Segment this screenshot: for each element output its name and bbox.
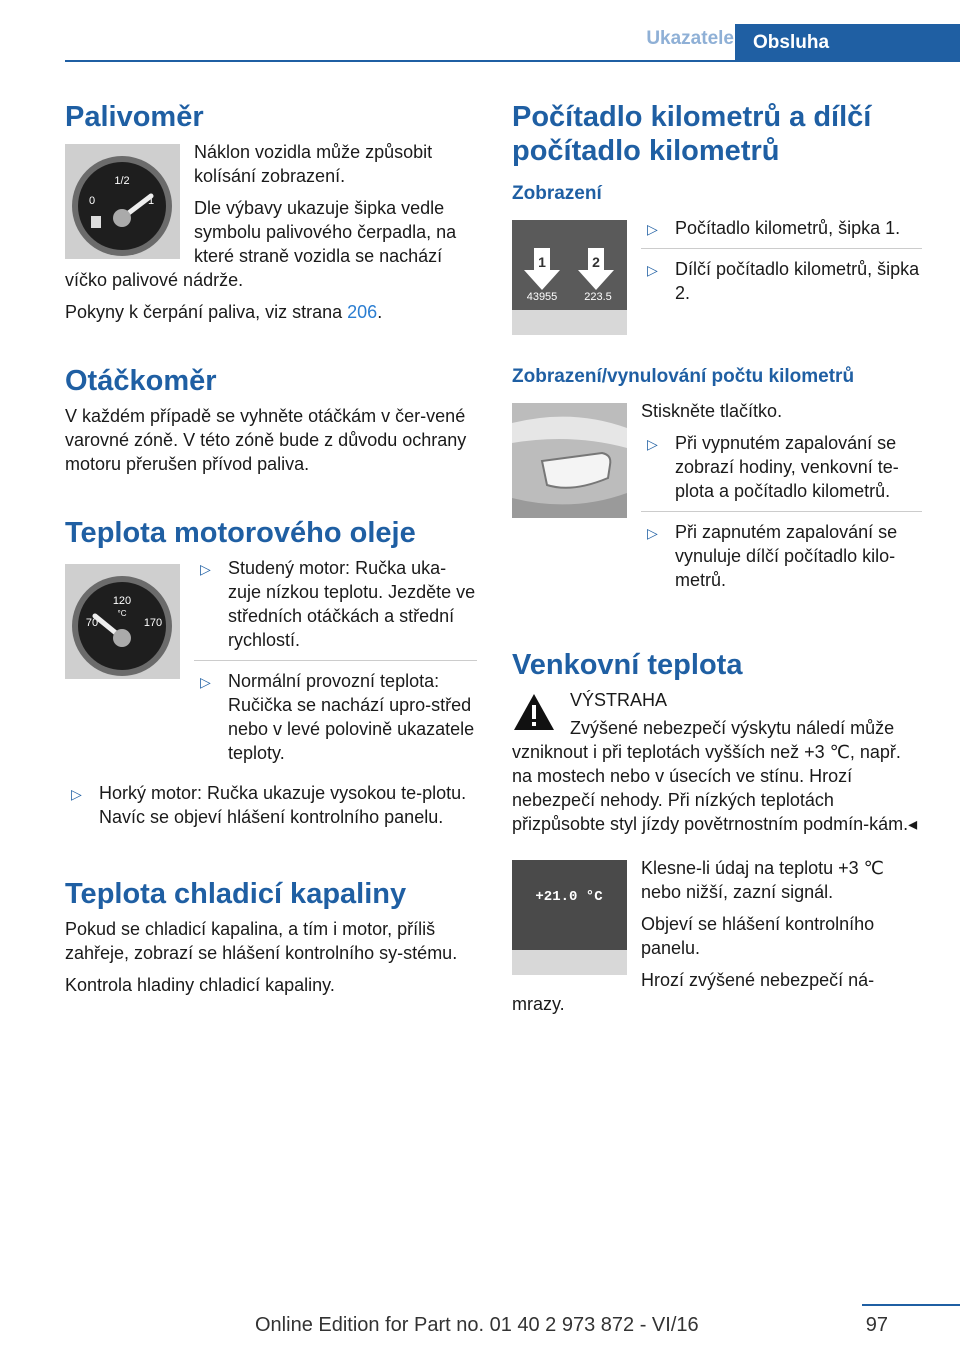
reset-item-text: Při zapnutém zapalování se vynuluje dílčí počítadlo kilo-metrů. xyxy=(675,522,898,590)
bullet-triangle-icon: ▷ xyxy=(647,262,658,278)
odometer-trip-value: 223.5 xyxy=(584,291,612,303)
fuel-gauge-image xyxy=(65,144,180,259)
bullet-triangle-icon: ▷ xyxy=(200,674,211,690)
outside-p1: Klesne-li údaj na teplotu +3 ℃ nebo nižší, zazní signál. xyxy=(641,858,884,902)
reset-item-off xyxy=(641,431,922,512)
fuel-gauge-title: Palivoměr xyxy=(65,101,204,133)
reset-item-on xyxy=(641,520,922,600)
outside-p3: Hrozí zvýšené nebezpečí ná-mrazy. xyxy=(512,970,875,1014)
reset-item-text: Při vypnutém zapalování se zobrazí hodiny, venkovní te-plota a počítadlo kilometrů. xyxy=(675,433,899,501)
oil-gauge-right-label: 170 xyxy=(143,617,163,629)
right-column xyxy=(512,100,922,1056)
fuel-gauge-right-label: 1 xyxy=(147,195,155,207)
odometer-list xyxy=(641,216,922,313)
fuel-gauge-section xyxy=(65,100,477,324)
fuel-p3-post: . xyxy=(377,302,383,322)
odometer-title: Počítadlo kilometrů a dílčí počítadlo kilometrů xyxy=(512,101,872,167)
coolant-p1: Pokud se chladicí kapalina, a tím i motor, příliš zahřeje, zobrazí se hlášení kontrolního sy-stému. xyxy=(65,919,458,963)
oil-temp-item-cold xyxy=(194,556,477,661)
oil-temp-list xyxy=(194,556,477,773)
bullet-triangle-icon: ▷ xyxy=(647,436,658,452)
left-column xyxy=(65,100,477,1037)
fuel-p3 xyxy=(65,300,477,324)
reset-p1: Stiskněte tlačítko. xyxy=(641,401,783,421)
bullet-triangle-icon: ▷ xyxy=(71,786,82,802)
oil-temp-item-hot xyxy=(65,781,477,837)
odometer-section xyxy=(512,100,922,608)
warning-title: VÝSTRAHA xyxy=(570,690,668,710)
odometer-display-image xyxy=(512,220,627,335)
page-number: 97 xyxy=(865,1314,888,1336)
oil-gauge-image xyxy=(65,564,180,679)
oil-temp-title: Teplota motorového oleje xyxy=(65,517,416,549)
fuel-gauge-left-label: 0 xyxy=(88,195,96,207)
odometer-item-trip xyxy=(641,257,922,313)
odometer-total-value: 43955 xyxy=(526,291,558,303)
page-header xyxy=(65,24,960,62)
fuel-p3-text: Pokyny k čerpání paliva, viz strana xyxy=(65,302,348,322)
oil-temp-item-text: Studený motor: Ručka uka-zuje nízkou teplotu. Jezděte ve středních otáčkách a střední rychlostí. xyxy=(228,558,476,650)
bullet-triangle-icon: ▷ xyxy=(200,561,211,577)
odometer-arrow-1-label: 1 xyxy=(538,254,546,270)
oil-gauge-top-label: 120 xyxy=(112,595,132,607)
edition-text: Online Edition for Part no. 01 40 2 973 872 - VI/16 xyxy=(255,1314,699,1336)
header-rule xyxy=(65,60,960,62)
tachometer-title: Otáčkoměr xyxy=(65,365,217,397)
oil-temp-item-normal xyxy=(194,669,477,773)
odometer-item-text: Počítadlo kilometrů, šipka 1. xyxy=(675,218,901,238)
coolant-title: Teplota chladicí kapaliny xyxy=(65,878,407,910)
temp-display-image xyxy=(512,860,627,975)
tab-ukazatele[interactable]: Ukazatele xyxy=(646,28,734,49)
tab-obsluha[interactable] xyxy=(735,24,960,62)
outside-temp-section xyxy=(512,648,922,1016)
odometer-subheading-display: Zobrazení xyxy=(512,183,602,204)
tab-obsluha-label: Obsluha xyxy=(753,32,830,53)
reset-list xyxy=(641,431,922,600)
odometer-item-text: Dílčí počítadlo kilometrů, šipka 2. xyxy=(675,259,920,303)
coolant-p2: Kontrola hladiny chladicí kapaliny. xyxy=(65,975,335,995)
bullet-triangle-icon: ▷ xyxy=(647,221,658,237)
oil-temp-list-hot xyxy=(65,781,477,837)
temp-display-value: +21.0 °C xyxy=(535,889,603,905)
tachometer-p1: V každém případě se vyhněte otáčkám v čer-vené varovné zóně. V této zóně bude z důvodu ochrany motoru přerušen přívod paliva. xyxy=(65,406,467,474)
reset-button-image xyxy=(512,403,627,518)
outside-temp-title: Venkovní teplota xyxy=(512,649,743,681)
odometer-subheading-reset: Zobrazení/vynulování počtu kilometrů xyxy=(512,366,855,387)
odometer-arrow-2-label: 2 xyxy=(592,254,600,270)
oil-gauge-left-label: 70 xyxy=(85,617,99,629)
oil-temp-item-text: Normální provozní teplota: Ručička se nachází upro-střed nebo v levé polovině ukazatele teploty. xyxy=(228,671,475,763)
fuel-p2: Dle výbavy ukazuje šipka vedle symbolu palivového čerpadla, na které straně vozidla se nachází víčko palivové nádrže. xyxy=(65,198,457,290)
oil-gauge-unit-label: °C xyxy=(117,609,127,618)
warning-triangle-icon xyxy=(512,692,556,732)
odometer-item-total xyxy=(641,216,922,249)
tachometer-section xyxy=(65,364,477,476)
warning-text: Zvýšené nebezpečí výskytu náledí může vzniknout i při teplotách vyšších než +3 ℃, např. na mostech nebo v úsecích ve stínu. Hrozí nebezpečí nehody. Při nízkých teplotách přizpůsobte styl jízdy povětrnostním podmín-kám.◂ xyxy=(512,718,918,834)
oil-temp-item-text: Horký motor: Ručka ukazuje vysokou te-plotu. Navíc se objeví hlášení kontrolního panelu. xyxy=(99,783,467,827)
fuel-gauge-mid-label: 1/2 xyxy=(114,175,130,187)
footer-rule xyxy=(862,1304,960,1306)
oil-temp-section xyxy=(65,516,477,837)
fuel-p1: Náklon vozidla může způsobit kolísání zobrazení. xyxy=(194,142,433,186)
outside-p2: Objeví se hlášení kontrolního panelu. xyxy=(641,914,875,958)
coolant-section xyxy=(65,877,477,997)
fuel-page-link[interactable]: 206 xyxy=(347,302,378,322)
bullet-triangle-icon: ▷ xyxy=(647,525,658,541)
